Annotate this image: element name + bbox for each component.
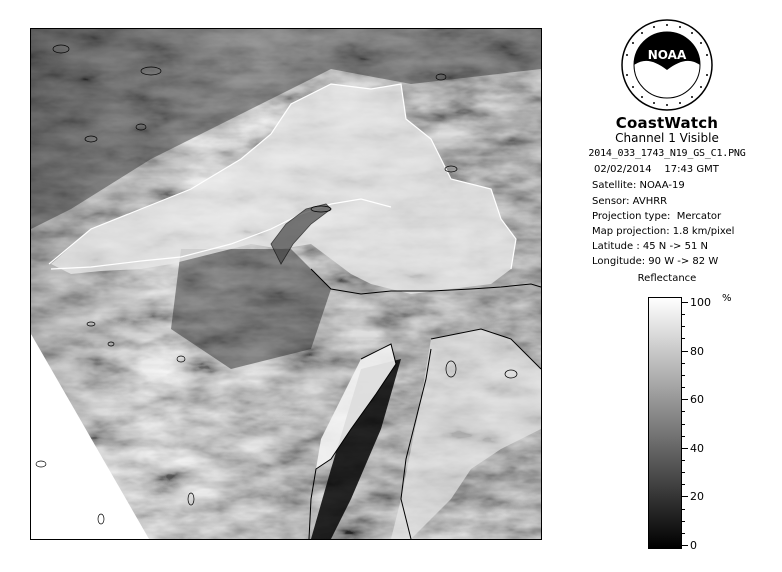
colorbar-minor-tick — [682, 460, 685, 461]
colorbar-tick — [682, 496, 688, 497]
colorbar-minor-tick — [682, 363, 685, 364]
sensor: Sensor: AVHRR — [592, 196, 668, 207]
noaa-logo — [620, 18, 714, 112]
satellite: Satellite: NOAA-19 — [592, 180, 685, 191]
latitude-range: Latitude : 45 N -> 51 N — [592, 241, 708, 252]
colorbar-minor-tick — [682, 424, 685, 425]
colorbar-tick — [682, 351, 688, 352]
colorbar-minor-tick — [682, 472, 685, 473]
colorbar-minor-tick — [682, 387, 685, 388]
colorbar-tick — [682, 545, 688, 546]
colorbar-tick-label: 100 — [690, 296, 711, 309]
datetime: 02/02/2014 17:43 GMT — [594, 164, 719, 175]
longitude-range: Longitude: 90 W -> 82 W — [592, 256, 719, 267]
colorbar-tick-label: 0 — [690, 539, 697, 552]
logo-label: NOAA — [647, 48, 687, 62]
satellite-image[interactable] — [30, 28, 542, 540]
channel-label: Channel 1 Visible — [615, 131, 719, 145]
colorbar-tick-label: 20 — [690, 490, 704, 504]
projection-type: Projection type: Mercator — [592, 211, 722, 222]
colorbar-minor-tick — [682, 326, 685, 327]
colorbar-minor-tick — [682, 314, 685, 315]
legend-title: Reflectance — [637, 273, 697, 284]
colorbar-minor-tick — [682, 521, 685, 522]
colorbar-minor-tick — [682, 411, 685, 412]
legend-unit: % — [722, 293, 732, 304]
satellite-image-canvas — [31, 29, 541, 539]
map-projection: Map projection: 1.8 km/pixel — [592, 226, 735, 237]
colorbar-minor-tick — [682, 436, 685, 437]
reflectance-colorbar — [648, 297, 682, 549]
colorbar-tick — [682, 448, 688, 449]
colorbar-minor-tick — [682, 375, 685, 376]
colorbar-minor-tick — [682, 338, 685, 339]
colorbar-tick-label: 80 — [690, 344, 704, 358]
colorbar-minor-tick — [682, 484, 685, 485]
colorbar-tick — [682, 399, 688, 400]
colorbar-tick-label: 40 — [690, 441, 704, 455]
colorbar-tick-label: 60 — [690, 393, 704, 407]
colorbar-tick — [682, 302, 688, 303]
app-title: CoastWatch — [615, 114, 719, 132]
info-panel — [562, 14, 772, 562]
colorbar-minor-tick — [682, 533, 685, 534]
colorbar-minor-tick — [682, 509, 685, 510]
filename: 2014_033_1743_N19_GS_C1.PNG — [588, 148, 746, 159]
